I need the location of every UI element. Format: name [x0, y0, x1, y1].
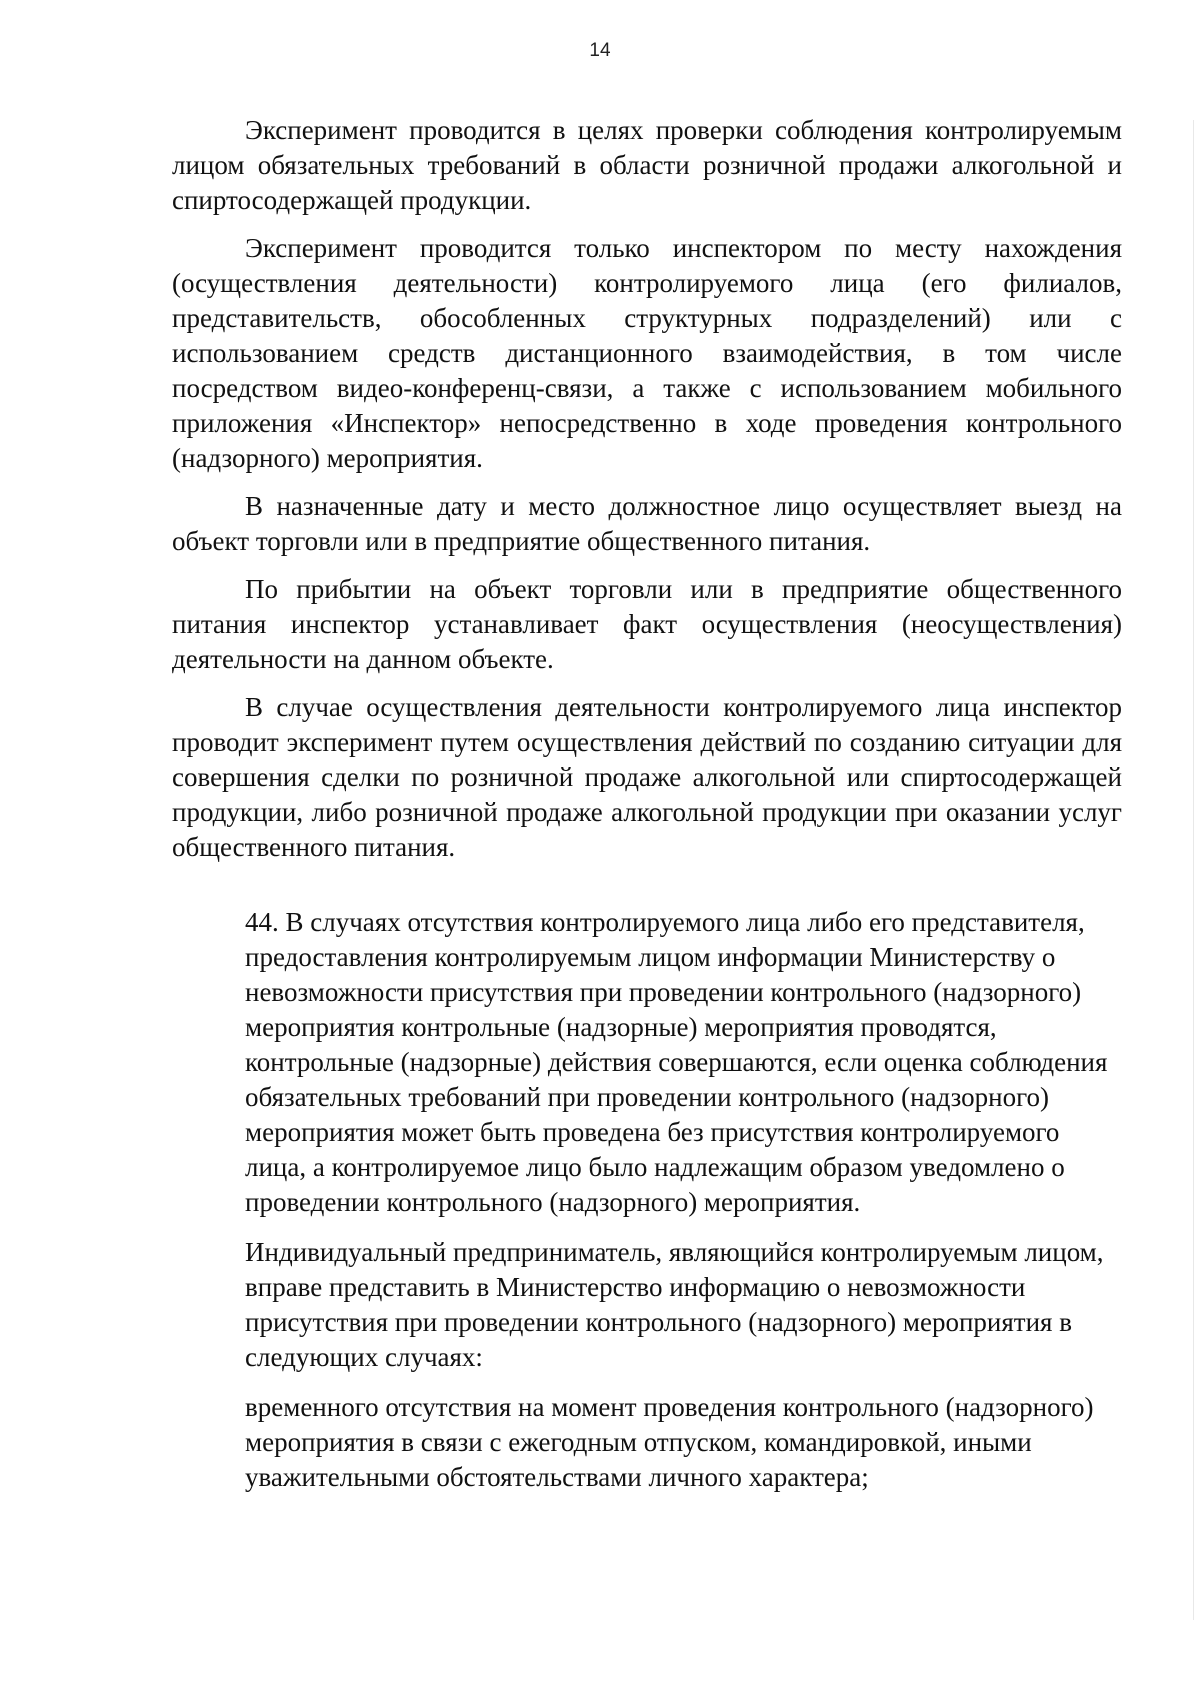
paragraph-entrepreneur-right: Индивидуальный предприниматель, являющийся контролируемым лицом, вправе представить в Министерство информацию о невозможности присутствия при проведении контрольного (надзорного) мероприятия в следующих случаях:	[245, 1237, 1104, 1372]
paragraph-temporary-absence: временного отсутствия на момент проведения контрольного (надзорного) мероприятия в связи с ежегодным отпуском, командировкой, иными уважительными обстоятельствами личного характера;	[245, 1392, 1094, 1492]
paragraph-arrival: По прибытии на объект торговли или в предприятие общественного питания инспектор устанавливает факт осуществления (неосуществления) деятельности на данном объекте.	[172, 574, 1122, 674]
ragged-text-block	[245, 905, 1125, 1510]
paragraph-item-44: 44. В случаях отсутствия контролируемого лица либо его представителя, предоставления контролируемым лицом информации Министерству о невозможности присутствия при проведении контрольного (надзорного) мероприятия контрольные (надзорные) мероприятия проводятся, контрольные (надзорные) действия совершаются, если оценка соблюдения обязательных требований при проведении контрольного (надзорного) мероприятия может быть проведена без присутствия контролируемого лица, а контролируемое лицо было надлежащим образом уведомлено о проведении контрольного (надзорного) мероприятия.	[245, 907, 1108, 1217]
paragraph-experiment-conduct: В случае осуществления деятельности контролируемого лица инспектор проводит эксперимент путем осуществления действий по созданию ситуации для совершения сделки по розничной продаже алкогольной или спиртосодержащей продукции, либо розничной продаже алкогольной продукции при оказании услуг общественного питания.	[172, 692, 1122, 862]
scan-edge-line	[1193, 120, 1194, 1620]
paragraph-experiment-purpose: Эксперимент проводится в целях проверки соблюдения контролируемым лицом обязательных требований в области розничной продажи алкогольной и спиртосодержащей продукции.	[172, 115, 1122, 215]
justified-text-block	[172, 113, 1122, 878]
page-number: 14	[589, 40, 611, 61]
paragraph-experiment-location: Эксперимент проводится только инспектором по месту нахождения (осуществления деятельности) контролируемого лица (его филиалов, представительств, обособленных структурных подразделений) или с использованием средств дистанционного взаимодействия, в том числе посредством видео-конференц-связи, а также с использованием мобильного приложения «Инспектор» непосредственно в ходе проведения контрольного (надзорного) мероприятия.	[172, 233, 1122, 473]
paragraph-visit: В назначенные дату и место должностное лицо осуществляет выезд на объект торговли или в предприятие общественного питания.	[172, 491, 1122, 556]
